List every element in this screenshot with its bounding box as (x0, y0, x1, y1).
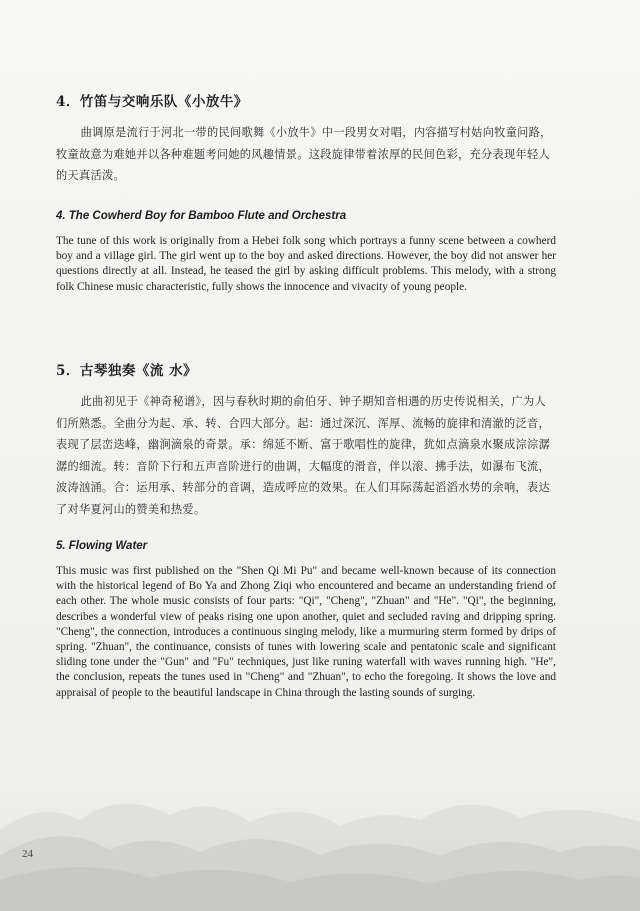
section-5-en-heading-wrap (56, 540, 556, 552)
section-5-cn-body (56, 391, 556, 520)
section-4-cn-body (56, 122, 556, 187)
section-4-heading-cn: 4．竹笛与交响乐队《小放牛》 (56, 94, 248, 110)
section-5-heading-en: 5. Flowing Water (56, 540, 148, 552)
section-4-paragraph-en: The tune of this work is originally from a Hebei folk song which portrays a funny scene between a cowherd boy and a village girl. The girl went up to the boy and asked directions. However, the boy did not answer her questions directly at all. Instead, he teased the girl by asking difficult problems. This melody, with a strong folk Chinese music characteristic, fully shows the innocence and vivacity of young people. (56, 235, 556, 293)
section-4-cn-heading-wrap (56, 90, 556, 110)
ink-landscape-illustration (0, 760, 640, 911)
section-5-heading-cn: 5．古琴独奏《流 水》 (56, 363, 198, 379)
section-4-en-body (56, 234, 556, 295)
section-4-heading-en: 4. The Cowherd Boy for Bamboo Flute and Orchestra (56, 210, 347, 222)
page-number: 24 (22, 848, 33, 860)
section-4-en-heading-wrap (56, 210, 556, 222)
section-5-en-body (56, 564, 556, 701)
section-5-cn-heading-wrap (56, 359, 556, 379)
section-5-paragraph-cn: 此曲初见于《神奇秘谱》，因与春秋时期的俞伯牙、钟子期知音相遇的历史传说相关，广为人们所熟悉。全曲分为起、承、转、合四大部分。起：通过深沉、浑厚、流畅的旋律和清澈的泛音，表现了层峦迭峰，幽涧滴泉的奇景。承：绵延不断、富于歌唱性的旋律，犹如点滴泉水聚成淙淙潺潺的细流。转：音阶下行和五声音阶进行的曲调，大幅度的滑音，伴以滚、拂手法，如瀑布飞流，波涛汹涌。合：运用承、转部分的音调，造成呼应的效果。在人们耳际荡起滔滔水势的余响，表达了对华夏河山的赞美和热爱。 (56, 395, 550, 516)
section-5-paragraph-en: This music was first published on the "Shen Qi Mi Pu" and became well-known because of its connection with the historical legend of Bo Ya and Zhong Ziqi who encountered and became an understanding friend of each other. The whole music consists of four parts: "Qi", "Cheng", "Zhuan" and "He". "Qi", the beginning, describes a wonderful view of peaks rising one upon another, quiet and secluded raving and dripping spring. "Cheng", the connection, introduces a continuous singing melody, like a murmuring sterm formed by drips of spring. "Zhuan", the continuance, consists of tunes with lowering scale and pentatonic scale and significant sliding tone under the "Gun" and "Fu" techniques, just like runing waterfall with waves running high. "He", the conclusion, repeats the tunes used in "Cheng" and "Zhuan", to echo the foregoing. It shows the love and appraisal of people to the beautiful landscape in China through the lasting sounds of surging. (56, 565, 556, 699)
section-4-paragraph-cn: 曲调原是流行于河北一带的民间歌舞《小放牛》中一段男女对唱，内容描写村姑向牧童问路，牧童故意为难她并以各种难题考问她的风趣情景。这段旋律带着浓厚的民间色彩，充分表现年轻人的天真活泼。 (56, 126, 552, 182)
